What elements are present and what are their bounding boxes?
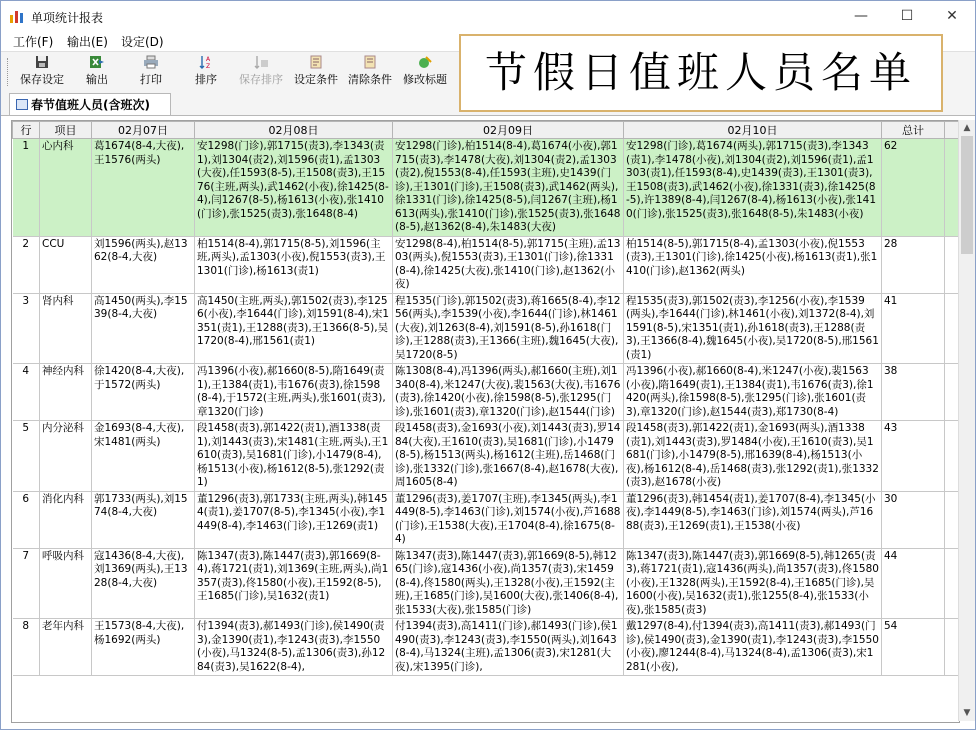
- save-sort-icon: [253, 55, 269, 69]
- header-date-0209[interactable]: 02月09日: [393, 122, 624, 139]
- clear-condition-icon: [362, 55, 378, 69]
- cell-0208[interactable]: 段1458(责3),郭1422(责1),酒1338(责1),刘1443(责3),宋1481(主班,两头),王1610(责3),吴1681(门诊),小1479(8-4),杨1513(小夜),杨1612(8-5),张1292(责1): [195, 421, 393, 492]
- table-row[interactable]: [13, 364, 960, 421]
- sort-label: 排序: [195, 73, 217, 86]
- report-table: [12, 121, 960, 676]
- table-row[interactable]: [13, 293, 960, 364]
- table-row[interactable]: [13, 548, 960, 619]
- cell-0207[interactable]: 徐1420(8-4,大夜),于1572(两头): [92, 364, 195, 421]
- cell-item[interactable]: 消化内科: [40, 491, 92, 548]
- cell-row-num[interactable]: 1: [13, 139, 40, 237]
- toolbar-grip[interactable]: [7, 58, 11, 86]
- close-button[interactable]: ✕: [946, 8, 958, 24]
- cell-row-num[interactable]: 8: [13, 619, 40, 676]
- clear-condition-button[interactable]: [346, 55, 394, 89]
- cell-0209[interactable]: 段1458(责3),金1693(小夜),刘1443(责3),罗1484(大夜),王1610(责3),吴1681(门诊),小1479(8-5),杨1513(两头),杨1612(主班),岳1468(门诊),张1332(门诊),张1667(8-4),赵1678(大夜),周1605(8-4): [393, 421, 624, 492]
- cell-0207[interactable]: 刘1596(两头),赵1362(8-4,大夜): [92, 236, 195, 293]
- header-row: [13, 122, 960, 139]
- table-row[interactable]: [13, 236, 960, 293]
- cell-0210[interactable]: 戴1297(8-4),付1394(责3),高1411(责3),郝1493(门诊),侯1490(责3),金1390(责1),李1243(责3),李1550(小夜),廖1244(8-4),马1324(8-4),孟1306(责3),宋1281(小夜),: [624, 619, 882, 676]
- printer-icon: [143, 55, 159, 69]
- scroll-down-icon[interactable]: ▼: [963, 708, 971, 718]
- bar-chart-icon: [9, 9, 25, 23]
- print-label: 打印: [140, 73, 162, 86]
- table-row[interactable]: [13, 139, 960, 237]
- header-date-0208[interactable]: 02月08日: [195, 122, 393, 139]
- cell-0208[interactable]: 冯1396(小夜),郝1660(8-5),隋1649(责1),王1384(责1),韦1676(责3),徐1598(8-4),于1572(主班,两头),张1601(责3),章1320(门诊): [195, 364, 393, 421]
- cell-row-num[interactable]: 3: [13, 293, 40, 364]
- cell-item[interactable]: 肾内科: [40, 293, 92, 364]
- cell-0210[interactable]: 程1535(责3),郭1502(责3),李1256(小夜),李1539(两头),李1644(门诊),林1461(小夜),刘1372(8-4),刘1591(8-5),宋1351(责1),孙1618(责3),王1288(责3),王1366(8-4),魏1645(小夜),吴1720(8-5),邢1561(责1): [624, 293, 882, 364]
- cell-total[interactable]: 38: [882, 364, 945, 421]
- title-banner[interactable]: 节假日值班人员名单: [459, 34, 943, 112]
- cell-0209[interactable]: 董1296(责3),姜1707(主班),李1345(两头),李1449(8-5),李1463(门诊),刘1574(小夜),芦1688(门诊),王1538(大夜),王1704(8-4),徐1675(8-4): [393, 491, 624, 548]
- cell-0208[interactable]: 安1298(门诊),郭1715(责3),李1343(责1),刘1304(责2),刘1596(责1),孟1303(大夜),任1593(8-5),王1508(责3),王1576(主班,两头),武1462(小夜),徐1425(8-4),闫1267(8-5),杨1613(小夜),张1410(门诊),张1525(责3),张1648(8-4): [195, 139, 393, 237]
- tab-spring-festival-duty[interactable]: [9, 93, 171, 115]
- cell-0210[interactable]: 陈1347(责3),陈1447(责3),郭1669(8-5),韩1265(责3),蒋1721(责1),寇1436(两头),尚1357(责3),佟1580(小夜),王1328(两头),王1592(8-4),王1685(门诊),吴1600(小夜),吴1632(责1),张1255(8-4),张1533(小夜),张1585(责3): [624, 548, 882, 619]
- sort-icon: [198, 55, 214, 69]
- cell-item[interactable]: CCU: [40, 236, 92, 293]
- title-bar: [1, 1, 975, 31]
- cell-total[interactable]: 43: [882, 421, 945, 492]
- set-condition-button[interactable]: [292, 55, 340, 89]
- cell-0210[interactable]: 董1296(责3),韩1454(责1),姜1707(8-4),李1345(小夜),李1449(8-5),李1463(门诊),刘1574(两头),芦1688(责3),王1269(责1),王1538(小夜): [624, 491, 882, 548]
- cell-item[interactable]: 老年内科: [40, 619, 92, 676]
- menu-settings[interactable]: 设定(D): [121, 35, 164, 49]
- cell-0207[interactable]: 高1450(两头),李1539(8-4,大夜): [92, 293, 195, 364]
- table-row[interactable]: [13, 619, 960, 676]
- cell-0207[interactable]: 郭1733(两头),刘1574(8-4,大夜): [92, 491, 195, 548]
- table-icon: [16, 99, 28, 110]
- cell-total[interactable]: 62: [882, 139, 945, 237]
- edit-title-icon: [417, 55, 433, 69]
- cell-0209[interactable]: 陈1347(责3),陈1447(责3),郭1669(8-5),韩1265(门诊),寇1436(小夜),尚1357(责3),宋1459(8-4),佟1580(两头),王1328(小夜),王1592(主班),王1685(门诊),吴1600(大夜),张1406(8-4),张1533(大夜),张1585(门诊): [393, 548, 624, 619]
- cell-0209[interactable]: 陈1308(8-4),冯1396(两头),郝1660(主班),刘1340(8-4),米1247(大夜),裴1563(大夜),韦1676(责3),徐1420(小夜),徐1598(8-5),张1295(门诊),张1601(责3),章1320(门诊),赵1544(门诊): [393, 364, 624, 421]
- cell-total[interactable]: 44: [882, 548, 945, 619]
- cell-item[interactable]: 心内科: [40, 139, 92, 237]
- cell-total[interactable]: 54: [882, 619, 945, 676]
- clear-condition-label: 清除条件: [348, 73, 392, 86]
- report-grid[interactable]: [11, 120, 960, 723]
- header-date-0210[interactable]: 02月10日: [624, 122, 882, 139]
- cell-0208[interactable]: 高1450(主班,两头),郭1502(责3),李1256(小夜),李1644(门诊),刘1591(8-4),宋1351(责1),王1288(责3),王1366(8-5),吴1720(8-4),邢1561(责1): [195, 293, 393, 364]
- tab-label: 春节值班人员(含班次): [31, 98, 150, 112]
- table-row[interactable]: [13, 491, 960, 548]
- menu-work[interactable]: 工作(F): [13, 35, 54, 49]
- cell-0209[interactable]: 程1535(门诊),郭1502(责3),蒋1665(8-4),李1256(两头),李1539(小夜),李1644(门诊),林1461(大夜),刘1263(8-4),刘1591(8-5),孙1618(门诊),王1288(责3),王1366(主班),魏1645(大夜),吴1720(8-5): [393, 293, 624, 364]
- cell-item[interactable]: 神经内科: [40, 364, 92, 421]
- vertical-scrollbar[interactable]: [958, 120, 975, 721]
- maximize-button[interactable]: ☐: [900, 8, 914, 24]
- scroll-thumb[interactable]: [961, 136, 973, 254]
- cell-0207[interactable]: 王1573(8-4,大夜),杨1692(两头): [92, 619, 195, 676]
- menu-output[interactable]: 输出(E): [67, 35, 108, 49]
- cell-0209[interactable]: 安1298(门诊),柏1514(8-4),葛1674(小夜),郭1715(责3),李1478(大夜),刘1304(责2),孟1303(责2),倪1553(8-4),任1593(主班),史1439(门诊),王1301(门诊),王1508(责3),武1462(两头),徐1331(门诊),徐1425(8-5),闫1267(主班),杨1613(两头),张1410(门诊),张1525(责3),张1648(8-5),赵1362(8-4),朱1483(大夜): [393, 139, 624, 237]
- cell-0210[interactable]: 冯1396(小夜),郝1660(8-4),米1247(小夜),裴1563(小夜),隋1649(责1),王1384(责1),韦1676(责3),徐1420(两头),徐1598(8-5),张1295(门诊),张1601(责3),章1320(门诊),赵1544(责3),郑1730(8-4): [624, 364, 882, 421]
- cell-0210[interactable]: 柏1514(8-5),郭1715(8-4),孟1303(小夜),倪1553(责3),王1301(门诊),徐1425(小夜),杨1613(责1),张1410(门诊),赵1362(两头): [624, 236, 882, 293]
- svg-text:A: A: [206, 56, 211, 63]
- scroll-up-icon[interactable]: ▲: [963, 123, 971, 133]
- header-date-0207[interactable]: 02月07日: [92, 122, 195, 139]
- cell-0208[interactable]: 陈1347(责3),陈1447(责3),郭1669(8-4),蒋1721(责1),刘1369(主班,两头),尚1357(责3),佟1580(小夜),王1592(8-5),王1685(门诊),吴1632(责1): [195, 548, 393, 619]
- header-total[interactable]: 总计: [882, 122, 945, 139]
- window-title: 单项统计报表: [31, 11, 104, 25]
- table-body: [13, 139, 960, 676]
- cell-0210[interactable]: 段1458(责3),郭1422(责1),金1693(两头),酒1338(责1),刘1443(责3),罗1484(小夜),王1610(责3),吴1681(门诊),小1479(8-5),邢1639(8-4),杨1513(小夜),杨1612(8-4),岳1468(责3),张1292(责1),张1332(责3),赵1678(小夜): [624, 421, 882, 492]
- cell-total[interactable]: 30: [882, 491, 945, 548]
- cell-0207[interactable]: 金1693(8-4,大夜),宋1481(两头): [92, 421, 195, 492]
- minimize-button[interactable]: —: [854, 8, 868, 24]
- cell-item[interactable]: 内分泌科: [40, 421, 92, 492]
- svg-text:Z: Z: [206, 63, 211, 69]
- cell-0207[interactable]: 寇1436(8-4,大夜),刘1369(两头),王1328(8-4,大夜): [92, 548, 195, 619]
- header-row-num[interactable]: 行: [13, 122, 40, 139]
- cell-0208[interactable]: 柏1514(8-4),郭1715(8-5),刘1596(主班,两头),孟1303(小夜),倪1553(责3),王1301(门诊),杨1613(责1): [195, 236, 393, 293]
- edit-title-button[interactable]: [400, 55, 450, 89]
- cell-row-num[interactable]: 7: [13, 548, 40, 619]
- save-settings-label: 保存设定: [20, 73, 64, 86]
- save-settings-button[interactable]: [15, 55, 69, 89]
- export-label: 输出: [86, 73, 108, 86]
- cell-0208[interactable]: 董1296(责3),郭1733(主班,两头),韩1454(责1),姜1707(8-5),李1345(小夜),李1449(8-4),李1463(门诊),王1269(责1): [195, 491, 393, 548]
- cell-item[interactable]: 呼吸内科: [40, 548, 92, 619]
- header-item[interactable]: 项目: [40, 122, 92, 139]
- cell-0209[interactable]: 安1298(8-4),柏1514(8-5),郭1715(主班),孟1303(两头),倪1553(责3),王1301(门诊),徐1331(8-4),徐1425(大夜),张1410(门诊),赵1362(小夜): [393, 236, 624, 293]
- cell-row-num[interactable]: 6: [13, 491, 40, 548]
- sort-button[interactable]: [191, 55, 221, 89]
- cell-0208[interactable]: 付1394(责3),郝1493(门诊),侯1490(责3),金1390(责1),李1243(责3),李1550(小夜),马1324(8-5),孟1306(责3),孙1284(责3),吴1622(8-4),: [195, 619, 393, 676]
- print-button[interactable]: [133, 55, 169, 89]
- table-row[interactable]: [13, 421, 960, 492]
- cell-0207[interactable]: 葛1674(8-4,大夜),王1576(两头): [92, 139, 195, 237]
- cell-total[interactable]: 28: [882, 236, 945, 293]
- cell-row-num[interactable]: 5: [13, 421, 40, 492]
- cell-0209[interactable]: 付1394(责3),高1411(门诊),郝1493(门诊),侯1490(责3),李1243(责3),李1550(两头),刘1643(8-4),马1324(主班),孟1306(责3),宋1281(大夜),宋1395(门诊),: [393, 619, 624, 676]
- set-condition-label: 设定条件: [294, 73, 338, 86]
- save-sort-label: 保存排序: [239, 73, 283, 86]
- cell-0210[interactable]: 安1298(门诊),葛1674(两头),郭1715(责3),李1343(责1),李1478(小夜),刘1304(责2),刘1596(责1),孟1303(责1),任1593(8-4),史1439(责3),王1301(责3),王1508(责3),武1462(小夜),徐1331(责3),徐1425(8-5),许1389(8-4),闫1267(8-4),杨1613(小夜),张1410(门诊),张1525(责3),张1648(8-5),朱1483(小夜): [624, 139, 882, 237]
- save-icon: [34, 55, 50, 69]
- set-condition-icon: [308, 55, 324, 69]
- export-button[interactable]: [79, 55, 115, 89]
- export-icon: [89, 55, 105, 69]
- cell-row-num[interactable]: 4: [13, 364, 40, 421]
- cell-row-num[interactable]: 2: [13, 236, 40, 293]
- cell-total[interactable]: 41: [882, 293, 945, 364]
- save-sort-button[interactable]: [235, 55, 287, 89]
- edit-title-label: 修改标题: [403, 73, 447, 86]
